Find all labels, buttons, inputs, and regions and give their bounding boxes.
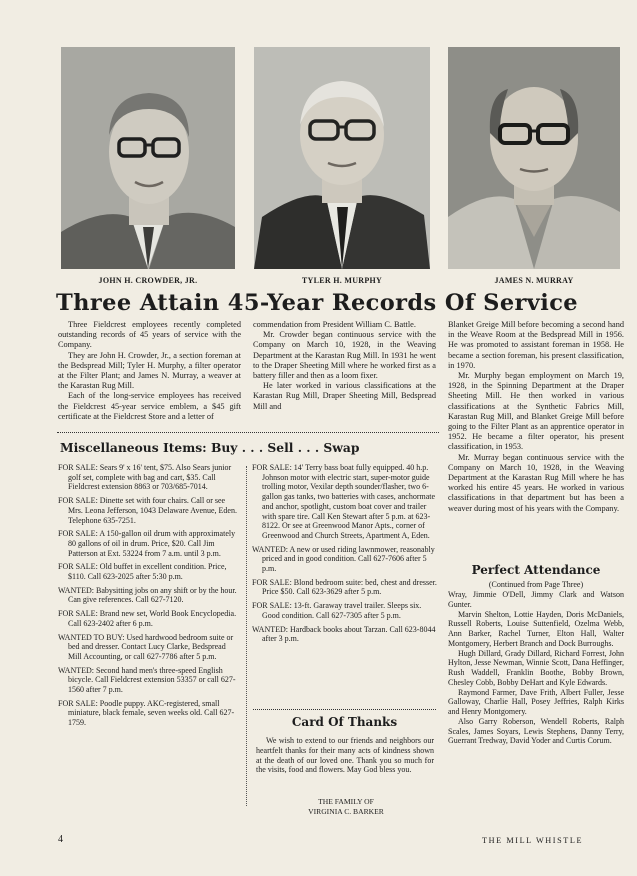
classified-ad: WANTED: A new or used riding lawnmower, reasonably priced and in good condition. Call 627-7606 after 5 p.m. — [252, 544, 435, 574]
portrait-photo-crowder — [61, 47, 235, 269]
attendance-paragraph: Wray, Jimmie O'Dell, Jimmy Clark and Watson Gunter. — [448, 590, 624, 609]
article-paragraph: Each of the long-service employees has received the Fieldcrest 45-year service emblem, a $45 gift certificate at the Fieldcrest Store and a letter of — [58, 391, 241, 421]
classified-ad: FOR SALE: Dinette set with four chairs. Call or see Mrs. Leona Jefferson, 1043 Delaware Avenue, Eden. Telephone 635-7251. — [58, 496, 237, 525]
attendance-paragraph: Hugh Dillard, Grady Dillard, Richard Forrest, John Hylton, Jesse Newman, Winnie Scott, Dana Heffinger, Rush Waddell, Franklin Boothe, Bobby Brown, Chesley Cobb, Bobby DeHart and Kyle Edwards. — [448, 648, 624, 687]
card-of-thanks-signature — [256, 797, 436, 817]
article-paragraph: Mr. Murphy began employment on March 19, 1928, in the Spinning Department at the Draper Sheeting Mill. He then worked in various classifications at the Synthetic Fabrics Mill, Karastan Rug Mill, and Blanket Greige Mill before going to the Filter Plant as an apprentice operator in 1952. He became a filter operator, his present classification, in 1953. — [448, 371, 624, 452]
classified-ad: WANTED TO BUY: Used hardwood bedroom suite or bed and dresser. Contact Lucy Clarke, Bedspread Mill Accounting, or call 627-7786 after 5 p.m. — [58, 632, 234, 661]
attendance-paragraph: Also Garry Roberson, Wendell Roberts, Ralph Scales, James Soyars, Lewis Stephens, Danny Terry, Guerrant Tredway, David Yoder and Curtis Corum. — [448, 716, 624, 746]
article-column-3 — [448, 320, 624, 514]
classifieds-column-2 — [252, 463, 438, 648]
article-column-1 — [58, 320, 241, 422]
article-paragraph: Three Fieldcrest employees recently completed outstanding records of 45 years of service with the Company. — [58, 320, 241, 350]
column-divider — [246, 466, 247, 806]
classified-ad: WANTED: Second hand men's three-speed English bicycle. Call Fieldcrest extension 53357 or call 627-1560 after 7 p.m. — [58, 665, 236, 695]
article-paragraph: Blanket Greige Mill before becoming a second hand in the Weave Room at the Bedspread Mill in 1956. He was promoted to assistant foreman in 1958. He became a section foreman, his present classification, in 1970. — [448, 320, 624, 370]
classified-ad: FOR SALE: Poodle puppy. AKC-registered, small miniature, black female, seven weeks old. Call 627-1759. — [58, 698, 235, 728]
signature-line: THE FAMILY OF — [318, 797, 374, 806]
portrait-photo-murray — [448, 47, 620, 269]
article-column-2 — [253, 320, 436, 412]
card-of-thanks-heading: Card Of Thanks — [291, 715, 398, 729]
signature-line: VIRGINIA C. BARKER — [308, 806, 384, 816]
perfect-attendance-body — [448, 590, 624, 746]
perfect-attendance-subtitle: (Continued from Page Three) — [488, 580, 584, 589]
classified-ad: FOR SALE: 13-ft. Garaway travel trailer. Sleeps six. Good condition. Call 627-7305 after 5 p.m. — [252, 601, 422, 620]
classifieds-heading: Miscellaneous Items: Buy . . . Sell . . . Swap — [60, 440, 360, 455]
card-of-thanks-body: We wish to extend to our friends and neighbors our heartfelt thanks for their many acts of kindness shown at the death of our loved one. Thank you so much for the visits, food and flowers. May God bless you. — [256, 736, 434, 775]
classified-ad: FOR SALE: Sears 9' x 16' tent, $75. Also Sears junior golf set, complete with bag and cart, $35. Call Fieldcrest extension 8863 or 703/685-7014. — [58, 463, 232, 492]
classified-ad: WANTED: Babysitting jobs on any shift or by the hour. Can give references. Call 627-7120. — [58, 585, 237, 605]
classified-ad: WANTED: Hardback books about Tarzan. Call 623-8044 after 3 p.m. — [252, 624, 436, 644]
section-divider — [253, 709, 436, 710]
attendance-paragraph: Raymond Farmer, Dave Frith, Albert Fuller, Jesse Galloway, Charlie Hall, Posey Jeffries, Ralph Kirks and Henry Montgomery. — [448, 687, 624, 716]
classified-ad: FOR SALE: Brand new set, World Book Encyclopedia. Call 623-2402 after 6 p.m. — [58, 609, 237, 628]
classified-ad: FOR SALE: Old buffet in excellent condition. Price, $110. Call 623-2025 after 5:30 p.m. — [58, 562, 227, 582]
article-paragraph: Mr. Murray began continuous service with the Company on March 10, 1928, in the Weaving Department at the Karastan Rug Mill where he has worked his entire 45 years. He worked in various classifications in that department but has been a weaver during most of his years with the Company. — [448, 452, 624, 513]
classifieds-column-1 — [58, 463, 241, 732]
section-divider — [57, 432, 439, 433]
article-paragraph: commendation from President William C. Battle. — [253, 320, 416, 329]
page-number: 4 — [58, 834, 63, 845]
attendance-paragraph: Marvin Shelton, Lottie Hayden, Doris McDaniels, Russell Roberts, Louise Suttenfield, Ozelma Webb, Ann Barker, Rachel Turner, Elton Hall, Walter Montgomery, Herbert Branch and Dock Burroughs. — [448, 609, 624, 648]
classified-ad: FOR SALE: A 150-gallon oil drum with approximately 80 gallons of oil in drum. Price, $20. Call Jim Patterson at Ext. 53224 from 7 a.m. until 3 p.m. — [58, 529, 236, 558]
photo-caption: TYLER H. MURPHY — [301, 276, 383, 285]
photo-caption: JOHN H. CROWDER, JR. — [98, 276, 198, 285]
article-paragraph: Mr. Crowder began continuous service with the Company on March 10, 1928, in the Weaving Department at the Karastan Rug Mill. In 1931 he went to the Draper Sheeting Mill where he worked first as a battery filler and then as a loom fixer. — [253, 330, 436, 381]
classified-ad: FOR SALE: Blond bedroom suite: bed, chest and dresser. Price $50. Call 623-3629 after 5 p.m. — [252, 577, 437, 597]
classified-ad: FOR SALE: 14' Terry bass boat fully equipped. 40 h.p. Johnson motor with electric start, super-motor guide trolling motor, Vexilar depth sounder/flasher, two 6-gallon gas tanks, two batteries with cases, anchormate and anchor, spotlight, custom boat cover and trailer with spare tire. Call Ken Stewart after 5 p.m. at 623-8122. Or see at Greenwood Manor Apts., corner of Greenwood and Church Streets, Apartment A, Eden. — [252, 463, 436, 540]
publication-name: THE MILL WHISTLE — [482, 836, 584, 845]
photo-caption: JAMES N. MURRAY — [494, 276, 574, 285]
article-paragraph: They are John H. Crowder, Jr., a section foreman at the Bedspread Mill; Tyler H. Murphy, a filter operator at the Filter Plant; and James N. Murray, a weaver at the Karastan Rug Mill. — [58, 350, 241, 391]
article-paragraph: He later worked in various classifications at the Karastan Rug Mill, Draper Sheeting Mill, Bedspread Mill and — [253, 381, 436, 411]
article-headline: Three Attain 45-Year Records Of Service — [56, 290, 579, 316]
perfect-attendance-heading: Perfect Attendance — [471, 563, 601, 577]
portrait-photo-murphy — [254, 47, 430, 269]
